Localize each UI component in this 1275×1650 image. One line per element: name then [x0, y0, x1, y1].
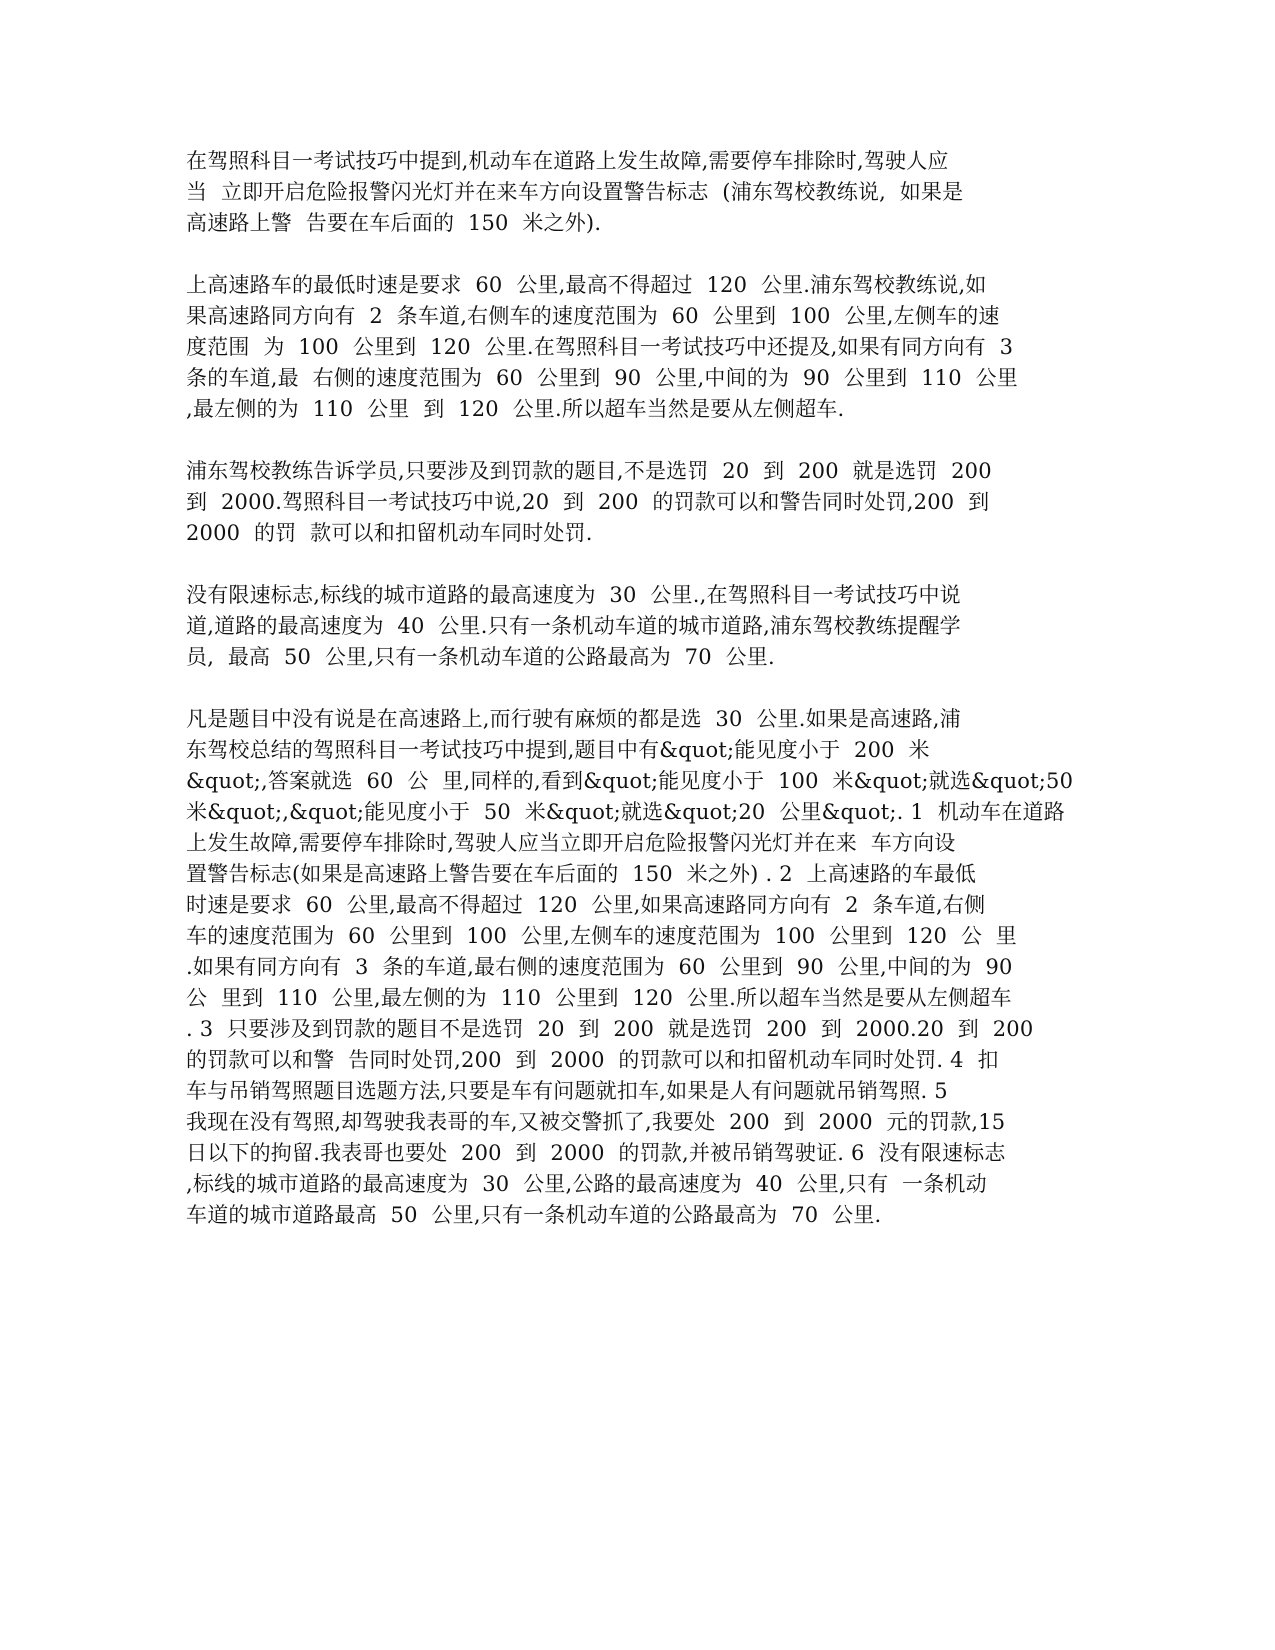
- text-line: ,最左侧的为 110 公里 到 120 公里.所以超车当然是要从左侧超车.: [186, 397, 845, 421]
- text-line: 日以下的拘留.我表哥也要处 200 到 2000 的罚款,并被吊销驾驶证. 6 没有限速标志: [186, 1141, 1006, 1165]
- text-line: 的罚款可以和警 告同时处罚,200 到 2000 的罚款可以和扣留机动车同时处罚. 4 扣: [186, 1048, 999, 1072]
- text-line: 当 立即开启危险报警闪光灯并在来车方向设置警告标志 (浦东驾校教练说, 如果是: [186, 180, 964, 204]
- text-line: 上发生故障,需要停车排除时,驾驶人应当立即开启危险报警闪光灯并在来 车方向设: [186, 831, 956, 855]
- paragraph: [186, 146, 1086, 239]
- text-line: 上高速路车的最低时速是要求 60 公里,最高不得超过 120 公里.浦东驾校教练说,如: [186, 273, 987, 297]
- text-line: 在驾照科目一考试技巧中提到,机动车在道路上发生故障,需要停车排除时,驾驶人应: [186, 149, 949, 173]
- paragraph: [186, 704, 1086, 1231]
- text-line: 果高速路同方向有 2 条车道,右侧车的速度范围为 60 公里到 100 公里,左侧车的速: [186, 304, 1000, 328]
- text-line: 车与吊销驾照题目选题方法,只要是车有问题就扣车,如果是人有问题就吊销驾照. 5: [186, 1079, 948, 1103]
- text-line: 米&quot;,&quot;能见度小于 50 米&quot;就选&quot;20 公里&quot;. 1 机动车在道路: [186, 800, 1065, 824]
- text-line: 浦东驾校教练告诉学员,只要涉及到罚款的题目,不是选罚 20 到 200 就是选罚 200: [186, 459, 992, 483]
- text-line: 没有限速标志,标线的城市道路的最高速度为 30 公里.,在驾照科目一考试技巧中说: [186, 583, 961, 607]
- text-line: 我现在没有驾照,却驾驶我表哥的车,又被交警抓了,我要处 200 到 2000 元的罚款,15: [186, 1110, 1006, 1134]
- paragraph: [186, 456, 1086, 549]
- text-line: 度范围 为 100 公里到 120 公里.在驾照科目一考试技巧中还提及,如果有同方向有 3: [186, 335, 1014, 359]
- text-line: 公 里到 110 公里,最左侧的为 110 公里到 120 公里.所以超车当然是要从左侧超车: [186, 986, 1012, 1010]
- text-line: 车的速度范围为 60 公里到 100 公里,左侧车的速度范围为 100 公里到 120 公 里: [186, 924, 1017, 948]
- text-line: 员, 最高 50 公里,只有一条机动车道的公路最高为 70 公里.: [186, 645, 775, 669]
- text-line: ,标线的城市道路的最高速度为 30 公里,公路的最高速度为 40 公里,只有 一条机动: [186, 1172, 987, 1196]
- text-line: 凡是题目中没有说是在高速路上,而行驶有麻烦的都是选 30 公里.如果是高速路,浦: [186, 707, 961, 731]
- text-line: 条的车道,最 右侧的速度范围为 60 公里到 90 公里,中间的为 90 公里到 110 公里: [186, 366, 1018, 390]
- text-line: .如果有同方向有 3 条的车道,最右侧的速度范围为 60 公里到 90 公里,中间的为 90: [186, 955, 1013, 979]
- text-line: &quot;,答案就选 60 公 里,同样的,看到&quot;能见度小于 100 米&quot;就选&quot;50: [186, 769, 1074, 793]
- text-line: 时速是要求 60 公里,最高不得超过 120 公里,如果高速路同方向有 2 条车道,右侧: [186, 893, 986, 917]
- text-line: 东驾校总结的驾照科目一考试技巧中提到,题目中有&quot;能见度小于 200 米: [186, 738, 930, 762]
- text-line: 到 2000.驾照科目一考试技巧中说,20 到 200 的罚款可以和警告同时处罚,200 到: [186, 490, 990, 514]
- text-line: . 3 只要涉及到罚款的题目不是选罚 20 到 200 就是选罚 200 到 2000.20 到 200: [186, 1017, 1034, 1041]
- text-line: 高速路上警 告要在车后面的 150 米之外).: [186, 211, 602, 235]
- paragraph: [186, 270, 1086, 425]
- document-body: [186, 146, 1086, 1262]
- text-line: 2000 的罚 款可以和扣留机动车同时处罚.: [186, 521, 593, 545]
- text-line: 道,道路的最高速度为 40 公里.只有一条机动车道的城市道路,浦东驾校教练提醒学: [186, 614, 961, 638]
- text-line: 车道的城市道路最高 50 公里,只有一条机动车道的公路最高为 70 公里.: [186, 1203, 882, 1227]
- text-line: 置警告标志(如果是高速路上警告要在车后面的 150 米之外) . 2 上高速路的车最低: [186, 862, 977, 886]
- paragraph: [186, 580, 1086, 673]
